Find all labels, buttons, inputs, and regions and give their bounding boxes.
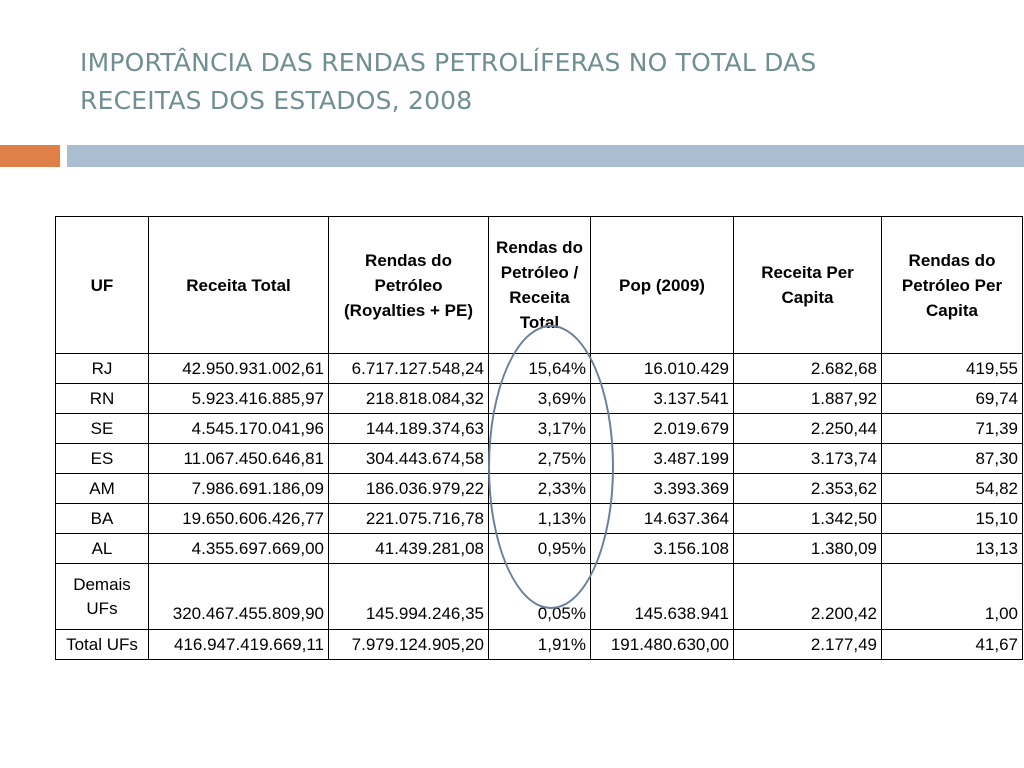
cell-uf: ES: [56, 444, 149, 474]
table-row: [56, 384, 1023, 414]
table-header-row: [56, 217, 1023, 354]
cell-uf: BA: [56, 504, 149, 534]
cell-rendas: 145.994.246,35: [329, 564, 489, 630]
cell-uf: AL: [56, 534, 149, 564]
slide-title: [80, 44, 980, 120]
oil-revenue-table: [55, 216, 1023, 660]
cell-pct: 0,05%: [489, 564, 591, 630]
cell-pop: 145.638.941: [591, 564, 734, 630]
table-row: [56, 354, 1023, 384]
cell-rendas: 304.443.674,58: [329, 444, 489, 474]
table-total-row: [56, 630, 1023, 660]
table-row: [56, 534, 1023, 564]
cell-uf: Demais UFs: [56, 564, 149, 630]
table-row: [56, 444, 1023, 474]
cell-rendas-pc: 41,67: [882, 630, 1023, 660]
cell-rendas-pc: 13,13: [882, 534, 1023, 564]
cell-pct: 3,69%: [489, 384, 591, 414]
cell-pct: 0,95%: [489, 534, 591, 564]
cell-receita: 416.947.419.669,11: [149, 630, 329, 660]
cell-rendas-pc: 71,39: [882, 414, 1023, 444]
cell-rendas-pc: 87,30: [882, 444, 1023, 474]
cell-receita: 4.545.170.041,96: [149, 414, 329, 444]
cell-rendas: 221.075.716,78: [329, 504, 489, 534]
cell-rendas-pc: 15,10: [882, 504, 1023, 534]
header-pop: Pop (2009): [591, 217, 734, 354]
table-row: [56, 504, 1023, 534]
header-receita-per-capita: Receita Per Capita: [734, 217, 882, 354]
header-rendas-per-capita: Rendas do Petróleo Per Capita: [882, 217, 1023, 354]
cell-rendas: 7.979.124.905,20: [329, 630, 489, 660]
cell-receita: 320.467.455.809,90: [149, 564, 329, 630]
cell-uf: AM: [56, 474, 149, 504]
cell-rendas-pc: 419,55: [882, 354, 1023, 384]
cell-pct: 3,17%: [489, 414, 591, 444]
cell-pct: 15,64%: [489, 354, 591, 384]
cell-pop: 3.137.541: [591, 384, 734, 414]
cell-pct: 1,13%: [489, 504, 591, 534]
cell-receita-pc: 2.353,62: [734, 474, 882, 504]
cell-pop: 3.156.108: [591, 534, 734, 564]
cell-pop: 16.010.429: [591, 354, 734, 384]
table-row: [56, 564, 1023, 630]
cell-pop: 191.480.630,00: [591, 630, 734, 660]
cell-pop: 3.393.369: [591, 474, 734, 504]
cell-receita-pc: 2.200,42: [734, 564, 882, 630]
accent-bar-blue: [67, 145, 1024, 167]
cell-receita-pc: 3.173,74: [734, 444, 882, 474]
cell-receita: 4.355.697.669,00: [149, 534, 329, 564]
cell-receita-pc: 2.250,44: [734, 414, 882, 444]
cell-pct: 1,91%: [489, 630, 591, 660]
accent-bar-orange: [0, 145, 60, 167]
cell-uf: Total UFs: [56, 630, 149, 660]
cell-rendas-pc: 54,82: [882, 474, 1023, 504]
cell-receita: 42.950.931.002,61: [149, 354, 329, 384]
header-rendas-petroleo: Rendas do Petróleo (Royalties + PE): [329, 217, 489, 354]
cell-pop: 2.019.679: [591, 414, 734, 444]
cell-uf: RJ: [56, 354, 149, 384]
cell-rendas: 186.036.979,22: [329, 474, 489, 504]
cell-receita-pc: 1.342,50: [734, 504, 882, 534]
cell-rendas: 6.717.127.548,24: [329, 354, 489, 384]
cell-receita: 7.986.691.186,09: [149, 474, 329, 504]
cell-uf: SE: [56, 414, 149, 444]
cell-receita-pc: 1.380,09: [734, 534, 882, 564]
header-uf: UF: [56, 217, 149, 354]
cell-pct: 2,75%: [489, 444, 591, 474]
table-row: [56, 414, 1023, 444]
cell-receita: 11.067.450.646,81: [149, 444, 329, 474]
cell-rendas: 218.818.084,32: [329, 384, 489, 414]
cell-rendas-pc: 69,74: [882, 384, 1023, 414]
cell-rendas: 144.189.374,63: [329, 414, 489, 444]
cell-pct: 2,33%: [489, 474, 591, 504]
title-line-1: IMPORTÂNCIA DAS RENDAS PETROLÍFERAS NO TOTAL DAS: [80, 48, 817, 77]
cell-pop: 14.637.364: [591, 504, 734, 534]
cell-pop: 3.487.199: [591, 444, 734, 474]
cell-receita-pc: 2.682,68: [734, 354, 882, 384]
cell-rendas: 41.439.281,08: [329, 534, 489, 564]
cell-receita: 19.650.606.426,77: [149, 504, 329, 534]
title-line-2: RECEITAS DOS ESTADOS, 2008: [80, 86, 473, 115]
table-row: [56, 474, 1023, 504]
cell-receita-pc: 2.177,49: [734, 630, 882, 660]
cell-receita-pc: 1.887,92: [734, 384, 882, 414]
header-rendas-receita: Rendas do Petróleo / Receita Total: [489, 217, 591, 354]
header-receita-total: Receita Total: [149, 217, 329, 354]
cell-rendas-pc: 1,00: [882, 564, 1023, 630]
cell-uf: RN: [56, 384, 149, 414]
cell-receita: 5.923.416.885,97: [149, 384, 329, 414]
